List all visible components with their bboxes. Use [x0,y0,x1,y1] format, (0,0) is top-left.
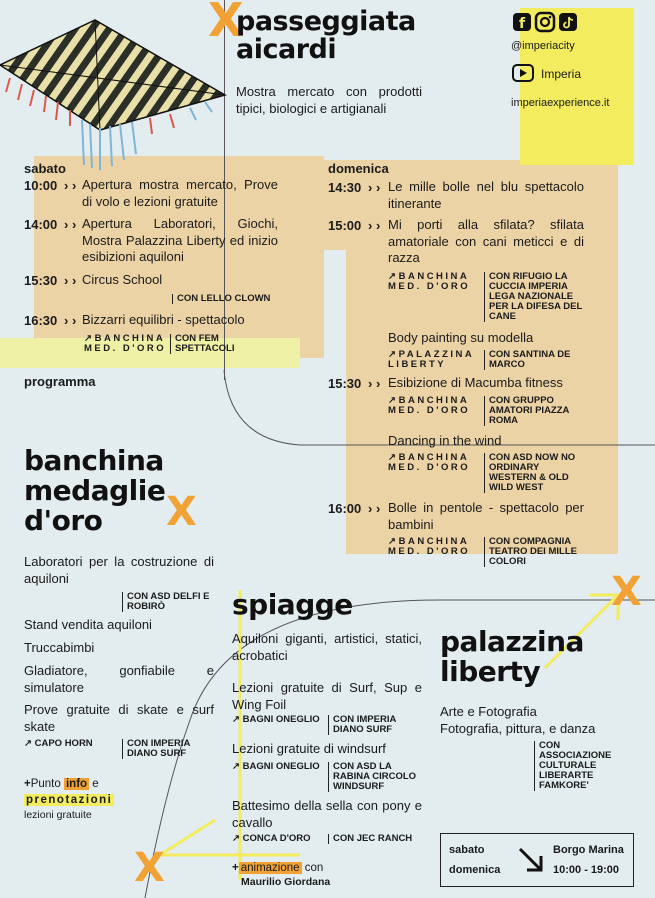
domenica-event-2-with: CON RIFUGIO LA CUCCIA IMPERIA LEGA NAZIONALE PER LA DIFESA DEL CANE [484,272,588,322]
spiagge-title: spiagge [232,588,353,621]
kite-illustration [0,20,230,180]
domenica-event-2-location: ↗ BANCHINA MED. D'ORO [388,271,471,292]
domenica-event-1: Le mille bolle nel blu spettacolo itinerante [388,179,584,211]
arrow-chevrons: › › [368,501,381,516]
date-time-box [440,833,634,887]
arrow-up-right-icon: ↗ [232,833,243,844]
svg-text:f: f [519,16,526,32]
animazione-note: + animazione con Maurilio Giordana [232,862,331,888]
youtube-label[interactable]: Imperia [541,67,582,81]
arrow-up-right-icon: ↗ [84,333,95,344]
event-title: passeggiata aicardi [236,6,416,65]
sabato-event-4-location: ↗ BANCHINA MED. D'ORO [84,333,167,354]
website-link[interactable]: imperiaexperience.it [511,97,610,109]
spiagge-item-4-location: ↗ CONCA D'ORO [232,833,311,844]
arrow-chevrons: › › [64,178,77,193]
banchina-item-5-with: CON IMPERIA DIANO SURF [122,739,218,759]
sabato-event-3-with: CON LELLO CLOWN [172,294,282,304]
banchina-item-1-with: CON ASD DELFI E ROBIRÒ [122,592,218,612]
arrow-chevrons: › › [64,217,77,232]
domenica-event-3-location: ↗ PALAZZINA LIBERTY [388,349,474,370]
sabato-event-4: Bizzarri equilibri - spettacolo [82,312,245,327]
arrow-chevrons: › › [368,218,381,233]
tiktok-icon[interactable] [558,12,578,32]
x-mark-header: X [208,0,244,47]
palazzina-item-2: Fotografia, pittura, e danza [440,721,596,736]
spiagge-item-2: Lezioni gratuite di Surf, Sup e Wing Foil [232,680,422,712]
domenica-event-5-with: CON ASD NOW NO ORDINARY WESTERN & OLD WILD WEST [484,453,588,493]
arrow-up-right-icon: ↗ [388,349,399,360]
domenica-time-1: 14:30 [328,180,362,195]
social-handle[interactable]: @imperiacity [511,40,575,52]
banchina-item-5: Prove gratuite di skate e surf skate [24,702,214,734]
domenica-event-3-with: CON SANTINA DE MARCO [484,350,588,370]
banchina-item-1: Laboratori per la costruzione di aquiloni [24,554,214,586]
domenica-event-5: Dancing in the wind [388,433,502,448]
spiagge-item-2-with: CON IMPERIA DIANO SURF [328,715,422,735]
arrow-chevrons: › › [64,313,77,328]
x-mark-banchina: X [166,489,197,535]
sabato-event-3: Circus School [82,272,163,287]
sabato-day-label: sabato [24,161,66,176]
footer-sabato: sabato [449,844,485,856]
footer-place: Borgo Marina [553,844,624,856]
domenica-time-6: 16:00 [328,501,362,516]
banchina-item-5-location: ↗ CAPO HORN [24,738,93,749]
spiagge-item-2-location: ↗ BAGNI ONEGLIO [232,714,320,725]
x-mark-palazzina: X [611,569,642,615]
domenica-event-6-location: ↗ BANCHINA MED. D'ORO [388,536,471,557]
arrow-chevrons: › › [64,273,77,288]
arrow-chevrons: › › [368,376,381,391]
programma-label: programma [24,374,96,389]
sabato-time-3: 15:30 [24,273,58,288]
arrow-up-right-icon: ↗ [388,395,399,406]
arrow-up-right-icon: ↗ [388,452,399,463]
domenica-event-4: Esibizione di Macumba fitness [388,375,563,390]
domenica-day-label: domenica [328,161,389,176]
sabato-event-4-with: CON FEM SPETTACOLI [170,334,280,354]
arrow-up-right-icon: ↗ [388,271,399,282]
banchina-item-2: Stand vendita aquiloni [24,617,152,632]
footer-domenica: domenica [449,864,501,876]
domenica-time-4: 15:30 [328,376,362,391]
domenica-event-6-with: CON COMPAGNIA TEATRO DEI MILLE COLORI [484,537,588,567]
spiagge-item-3: Lezioni gratuite di windsurf [232,741,386,756]
spiagge-item-3-location: ↗ BAGNI ONEGLIO [232,761,320,772]
sabato-time-1: 10:00 [24,178,58,193]
domenica-event-2: Mi porti alla sfilata? sfilata amatoriale con cani meticci e di razza [388,217,584,266]
banchina-item-4: Gladiatore, gonfiabile e simulatore [24,663,214,695]
social-icons [512,12,578,32]
plus-icon: + [232,862,239,874]
arrow-chevrons: › › [368,180,381,195]
plus-icon: + [24,778,31,790]
domenica-event-3: Body painting su modella [388,330,534,345]
palazzina-with: CON ASSOCIAZIONE CULTURALE LIBERARTE FAMKORE' [534,741,634,791]
domenica-time-2: 15:00 [328,218,362,233]
spiagge-item-3-with: CON ASD LA RABINA CIRCOLO WINDSURF [328,762,422,792]
arrow-up-right-icon: ↗ [232,761,243,772]
domenica-event-4-with: CON GRUPPO AMATORI PIAZZA ROMA [484,396,588,426]
footer-hours: 10:00 - 19:00 [553,864,620,876]
palazzina-item-1: Arte e Fotografia [440,704,537,719]
spiagge-item-4: Battesimo della sella con pony e cavallo [232,798,422,830]
domenica-event-6: Bolle in pentole - spettacolo per bambini [388,500,584,532]
info-prenotazioni: +Punto info e prenotazioni lezioni gratuite [24,778,113,822]
domenica-event-5-location: ↗ BANCHINA MED. D'ORO [388,452,471,473]
palazzina-title: palazzina liberty [440,625,584,688]
banchina-item-3: Truccabimbi [24,640,95,655]
event-subtitle: Mostra mercato con prodotti tipici, biologici e artigianali [236,84,422,116]
arrow-down-right-icon [517,846,545,874]
sabato-event-1: Apertura mostra mercato, Prove di volo e lezioni gratuite [82,177,278,209]
sabato-time-4: 16:30 [24,313,58,328]
arrow-up-right-icon: ↗ [24,738,35,749]
sabato-event-2: Apertura Laboratori, Giochi, Mostra Palazzina Liberty ed inizio esibizioni aquiloni [82,216,278,265]
banchina-title: banchina medaglie d'oro [24,444,166,537]
spiagge-item-1: Aquiloni giganti, artistici, statici, acrobatici [232,631,422,663]
sabato-time-2: 14:00 [24,217,58,232]
x-mark-spiagge: X [134,845,165,891]
arrow-up-right-icon: ↗ [232,714,243,725]
youtube-icon[interactable] [512,64,534,82]
arrow-up-right-icon: ↗ [388,536,399,547]
facebook-icon[interactable] [512,12,532,32]
spiagge-item-4-with: CON JEC RANCH [328,834,422,844]
instagram-icon[interactable] [535,12,555,32]
domenica-event-4-location: ↗ BANCHINA MED. D'ORO [388,395,471,416]
